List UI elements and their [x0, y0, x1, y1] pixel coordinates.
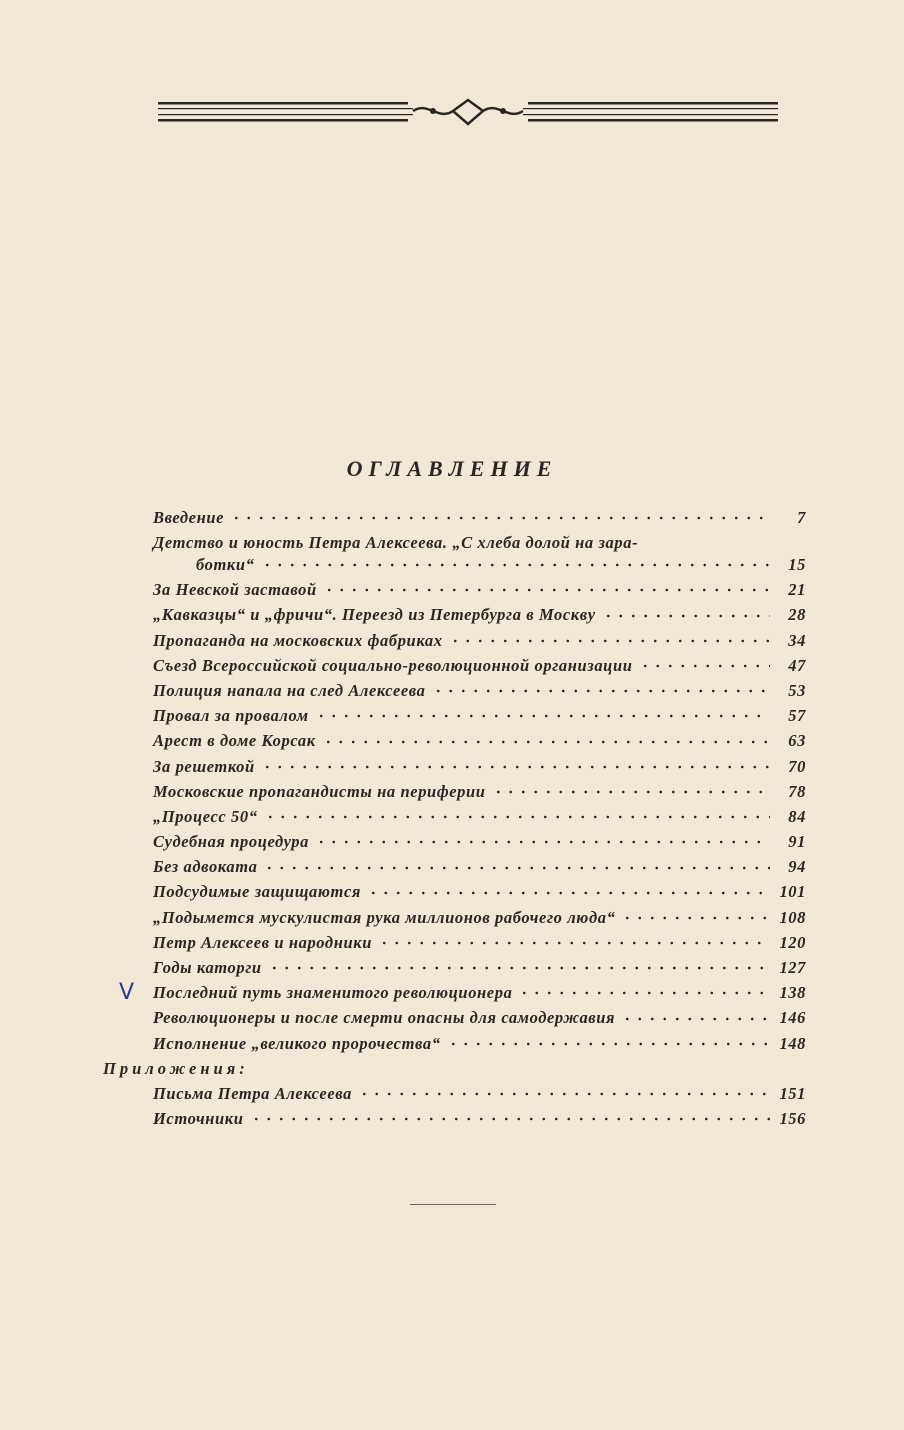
- entry-page: 101: [779, 882, 806, 902]
- leader-dots: [621, 906, 770, 923]
- leader-dots: [621, 1007, 770, 1024]
- entry-title: Московские пропагандисты на периферии: [153, 781, 486, 801]
- entry-line-2: [153, 553, 806, 575]
- header-ornament: [158, 96, 778, 130]
- leader-dots: [492, 780, 770, 797]
- toc-entry: [153, 1106, 806, 1131]
- entry-page: 156: [779, 1109, 806, 1129]
- leader-dots: [322, 730, 770, 747]
- entry-title: За решеткой: [153, 756, 255, 776]
- entry-title: Годы каторги: [153, 958, 262, 977]
- toc-entry: [153, 678, 806, 703]
- entry-page: 28: [788, 605, 806, 625]
- entry-page: 138: [779, 983, 806, 1003]
- toc-entry: [153, 930, 806, 955]
- entry-title: Судебная процедура: [153, 832, 309, 852]
- leader-dots: [602, 604, 770, 621]
- toc-entry: [119, 980, 806, 1006]
- leader-dots: [432, 679, 770, 696]
- entry-title: Провал за провалом: [153, 706, 309, 726]
- toc-entry: [153, 1031, 806, 1056]
- toc-entry: [153, 703, 806, 728]
- check-mark-icon: V: [119, 980, 135, 1006]
- appendix-heading: Приложения:: [103, 1058, 249, 1078]
- entry-page: 57: [788, 706, 806, 726]
- entry-title: Последний путь знаменитого революционера: [153, 983, 513, 1003]
- toc-entry: [153, 779, 806, 804]
- toc-entry: [153, 628, 806, 653]
- toc-entry: [153, 754, 806, 779]
- toc-entry: [153, 829, 806, 854]
- entry-title: За Невской заставой: [153, 580, 317, 600]
- entry-title: Петр Алексеев и народники: [153, 932, 372, 952]
- entry-title: Полиция напала на след Алексеева: [153, 680, 426, 700]
- entry-page: 63: [788, 731, 806, 751]
- entry-page: 127: [779, 958, 806, 977]
- entry-title: Письма Петра Алексеева: [153, 1083, 352, 1103]
- toc-entry: [153, 577, 806, 602]
- toc-entry: [153, 653, 806, 678]
- entry-page: 70: [788, 756, 806, 776]
- toc-entry: [153, 955, 806, 980]
- page-title: ОГЛАВЛЕНИЕ: [346, 456, 558, 481]
- leader-dots: [447, 1032, 770, 1049]
- entry-page: 15: [788, 554, 806, 574]
- entry-title: Исполнение „великого пророчества“: [153, 1033, 441, 1053]
- toc-entry: [153, 879, 806, 904]
- entry-title: Без адвоката: [153, 857, 258, 877]
- entry-page: 146: [779, 1008, 806, 1028]
- entry-page: 7: [797, 508, 806, 527]
- entry-page: 151: [779, 1083, 806, 1103]
- entry-title: Пропаганда на московских фабриках: [153, 630, 443, 650]
- leader-dots: [518, 982, 770, 999]
- entry-page: 21: [788, 580, 806, 600]
- leader-dots: [230, 507, 770, 524]
- entry-page: 148: [779, 1033, 806, 1053]
- entry-page: 84: [788, 806, 806, 826]
- toc-entry: [153, 530, 806, 577]
- leader-dots: [323, 579, 770, 596]
- toc-entry: [153, 1081, 806, 1106]
- entry-page: 34: [788, 630, 806, 650]
- leader-dots: [315, 831, 770, 848]
- toc-entry: [153, 854, 806, 879]
- leader-dots: [261, 755, 770, 772]
- toc-entry: [153, 804, 806, 829]
- entry-title: Введение: [153, 508, 225, 527]
- entry-page: 47: [788, 655, 806, 675]
- leader-dots: [250, 1108, 770, 1125]
- table-of-contents: [103, 505, 806, 1131]
- entry-title: Съезд Всероссийской социально-революционной организации: [153, 655, 633, 675]
- entry-title: Источники: [153, 1109, 244, 1129]
- leader-dots: [639, 654, 770, 671]
- leader-dots: [378, 931, 770, 948]
- toc-entry: [153, 505, 806, 530]
- entry-page: 78: [788, 781, 806, 801]
- entry-page: 91: [788, 832, 806, 852]
- toc-entry: [153, 1005, 806, 1030]
- entry-page: 120: [779, 932, 806, 952]
- entry-title-continued: ботки“: [196, 554, 255, 574]
- leader-dots: [268, 957, 770, 974]
- entry-page: 108: [779, 907, 806, 927]
- leader-dots: [449, 629, 770, 646]
- leader-dots: [315, 705, 770, 722]
- toc-entry: [153, 602, 806, 627]
- leader-dots: [261, 553, 771, 570]
- divider: [410, 1204, 496, 1205]
- leader-dots: [367, 881, 770, 898]
- entry-title: Арест в доме Корсак: [153, 731, 316, 751]
- entry-page: 53: [788, 680, 806, 700]
- entry-title: „Кавказцы“ и „фричи“. Переезд из Петербурга в Москву: [153, 605, 596, 625]
- toc-entry: [153, 905, 806, 930]
- leader-dots: [358, 1082, 770, 1099]
- entry-title: „Процесс 50“: [153, 806, 258, 826]
- entry-title: Подсудимые защищаются: [153, 882, 362, 902]
- toc-entry: [153, 728, 806, 753]
- entry-title: Детство и юность Петра Алексеева. „С хлеба долой на зара-: [153, 533, 639, 553]
- entry-title: Революционеры и после смерти опасны для самодержавия: [153, 1008, 616, 1028]
- leader-dots: [263, 856, 770, 873]
- entry-page: 94: [788, 857, 806, 877]
- leader-dots: [264, 805, 770, 822]
- entry-title: „Подымется мускулистая рука миллионов рабочего люда“: [153, 907, 616, 927]
